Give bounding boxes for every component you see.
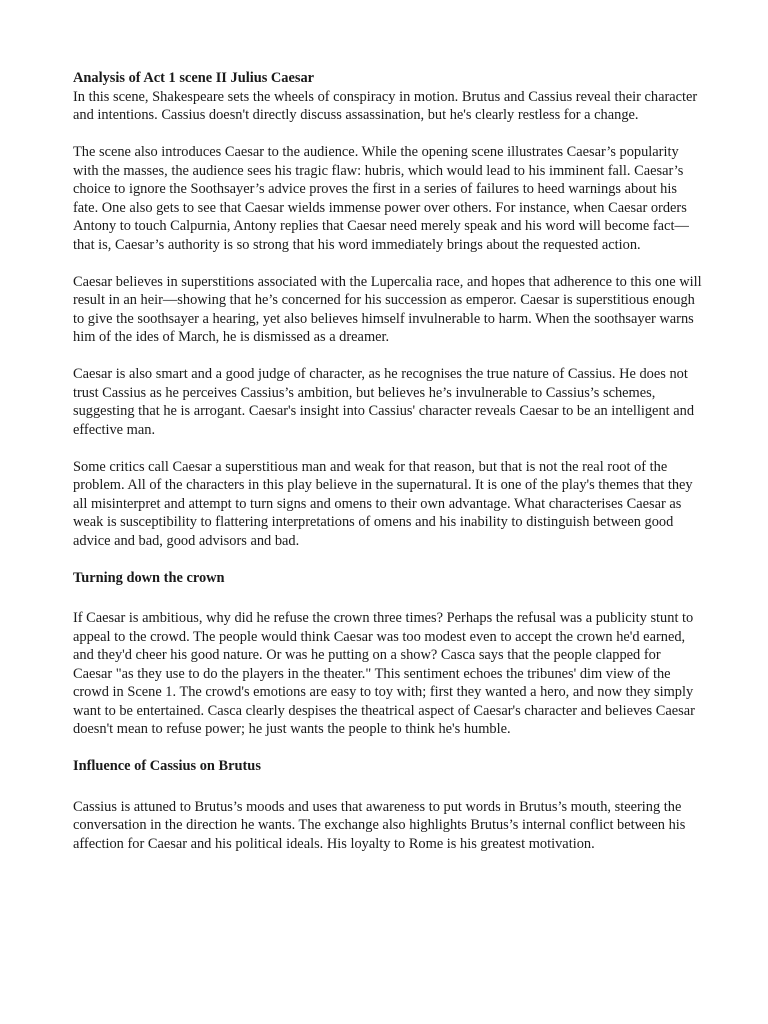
intro-paragraph-3: Caesar believes in superstitions associated with the Lupercalia race, and hopes that adherence to this one will result in an heir—showing that he’s concerned for his succession as emperor. Caesar is superstitious enough to give the soothsayer a hearing, yet also believes himself invulnerable to harm. When the soothsayer warns him of the ides of March, he is dismissed as a dreamer. [73,273,702,345]
intro-paragraph-5: Some critics call Caesar a superstitious man and weak for that reason, but that is not the real root of the problem. All of the characters in this play believe in the supernatural. It is one of the play's themes that they all misinterpret and attempt to turn signs and omens to their own advantage. What characterises Caesar as weak is susceptibility to flattering interpretations of omens and his inability to distinguish between good advice and bad, good advisors and bad. [73,458,693,549]
intro-paragraph-1: In this scene, Shakespeare sets the wheels of conspiracy in motion. Brutus and Cassius reveal their character and intentions. Cassius doesn't directly discuss assassination, but he's clearly restless for a change. [73,88,698,123]
intro-paragraph-2: The scene also introduces Caesar to the audience. While the opening scene illustrates Caesar’s popularity with the masses, the audience sees his tragic flaw: hubris, which would lead to his imminent fall. Caesar’s choice to ignore the Soothsayer’s advice proves the first in a series of failures to heed warnings about his fate. One also gets to see that Caesar wields immense power over others. For instance, when Caesar orders Antony to touch Calpurnia, Antony replies that Caesar need merely speak and his word will become fact—that is, Caesar’s authority is so strong that his word immediately brings about the requested action. [73,144,689,253]
document-title: Analysis of Act 1 scene II Julius Caesar [73,70,315,86]
cassius-paragraph: Cassius is attuned to Brutus’s moods and uses that awareness to put words in Brutus’s mouth, steering the conversation in the direction he wants. The exchange also highlights Brutus’s internal conflict between his affection for Caesar and his political ideals. His loyalty to Rome is his greatest motivation. [73,798,686,852]
crown-paragraph: If Caesar is ambitious, why did he refuse the crown three times? Perhaps the refusal was a publicity stunt to appeal to the crowd. The people would think Caesar was too modest even to accept the crown he'd earned, and they'd cheer his good nature. Or was he putting on a show? Casca says that the people clapped for Caesar "as they use to do the players in the theater." This sentiment echoes the tribunes' dim view of the crowd in Scene 1. The crowd's emotions are easy to toy with; first they wanted a hero, and now they simply want to be entertained. Casca clearly despises the theatrical aspect of Caesar's character and believes Caesar doesn't mean to refuse power; he just wants the people to think he's humble. [73,610,695,737]
section-heading-crown: Turning down the crown [73,569,225,586]
intro-paragraph-4: Caesar is also smart and a good judge of character, as he recognises the true nature of Cassius. He does not trust Cassius as he perceives Cassius’s ambition, but believes he’s invulnerable to Cassius’s schemes, suggesting that he is arrogant. Caesar's insight into Cassius' character reveals Caesar to be an intelligent and effective man. [73,366,695,438]
document-page [73,69,703,872]
section-heading-cassius: Influence of Cassius on Brutus [73,758,261,774]
